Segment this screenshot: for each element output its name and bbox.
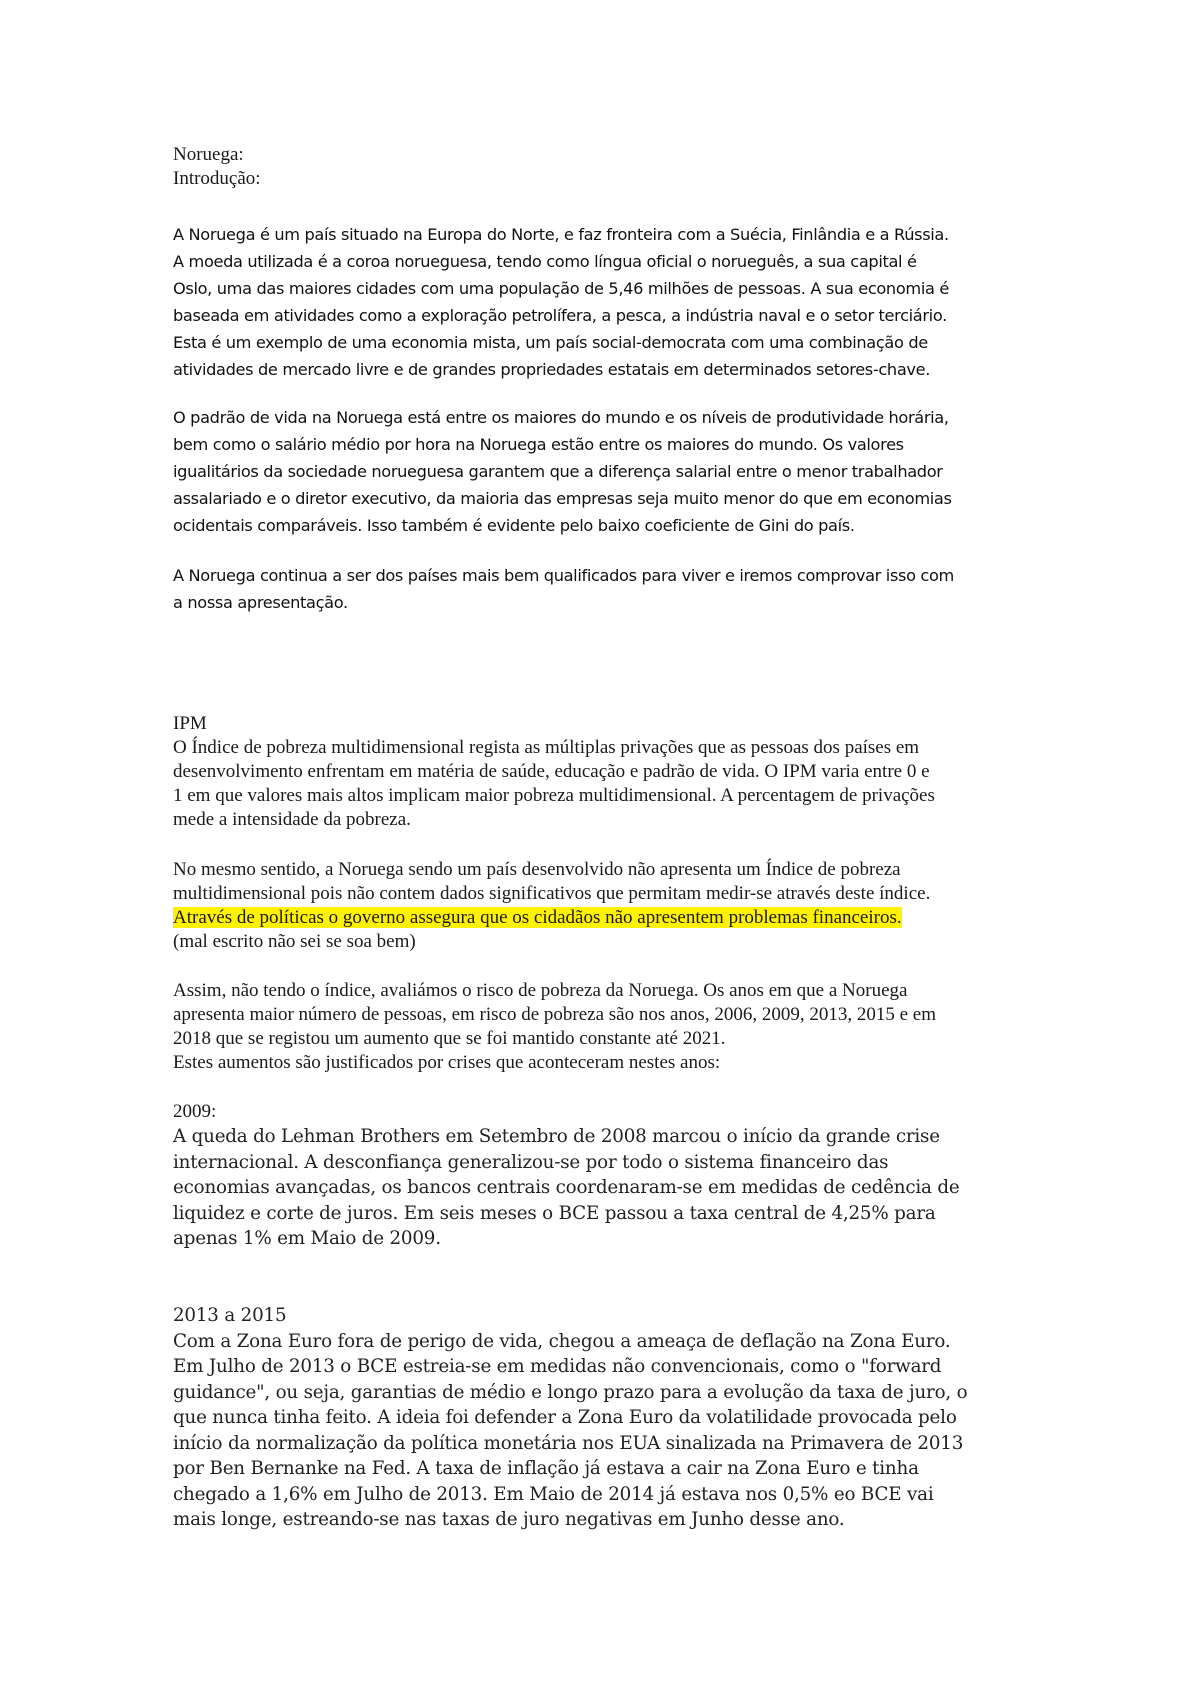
intro-paragraph-1 <box>173 221 1053 383</box>
paragraph-line: multidimensional pois não contem dados significativos que permitam medir-se através deste índice. <box>173 883 931 904</box>
paragraph-line: igualitários da sociedade norueguesa garantem que a diferença salarial entre o menor trabalhador <box>173 462 943 481</box>
paragraph-line: baseada em atividades como a exploração petrolífera, a pesca, a indústria naval e o setor terciário. <box>173 306 947 325</box>
paragraph-line: economias avançadas, os bancos centrais coordenaram-se em medidas de cedência de <box>173 1177 960 1198</box>
paragraph-line: apresenta maior número de pessoas, em risco de pobreza são nos anos, 2006, 2009, 2013, 2015 e em <box>173 1004 936 1025</box>
ipm-heading: IPM <box>173 713 207 734</box>
paragraph-line: A queda do Lehman Brothers em Setembro de 2008 marcou o início da grande crise <box>173 1126 940 1147</box>
paragraph-line: assalariado e o diretor executivo, da maioria das empresas seja muito menor do que em economias <box>173 489 952 508</box>
ipm-section <box>173 712 1053 832</box>
paragraph-line: Oslo, uma das maiores cidades com uma população de 5,46 milhões de pessoas. A sua economia é <box>173 279 949 298</box>
paragraph-line: O padrão de vida na Noruega está entre os maiores do mundo e os níveis de produtividade horária, <box>173 408 949 427</box>
title-block <box>173 143 1053 191</box>
paragraph-line: Assim, não tendo o índice, avaliámos o risco de pobreza da Noruega. Os anos em que a Noruega <box>173 980 908 1001</box>
highlight-line-wrapper <box>173 906 1053 930</box>
section-2013-2015 <box>173 1303 1053 1533</box>
highlighted-sentence: Através de políticas o governo assegura que os cidadãos não apresentem problemas financeiros. <box>173 907 902 928</box>
paragraph-line: 2018 que se registou um aumento que se foi mantido constante até 2021. <box>173 1028 726 1049</box>
paragraph-line: Em Julho de 2013 o BCE estreia-se em medidas não convencionais, como o "forward <box>173 1356 942 1377</box>
document-title: Noruega: <box>173 144 244 165</box>
paragraph-line: atividades de mercado livre e de grandes propriedades estatais em determinados setores-chave. <box>173 360 931 379</box>
paragraph-line: Esta é um exemplo de uma economia mista, um país social-democrata com uma combinação de <box>173 333 928 352</box>
paragraph-line: liquidez e corte de juros. Em seis meses o BCE passou a taxa central de 4,25% para <box>173 1202 936 1224</box>
ipm-paragraph-3 <box>173 979 1053 1075</box>
paragraph-line: início da normalização da política monetária nos EUA sinalizada na Primavera de 2013 <box>173 1432 964 1454</box>
paragraph-line: A moeda utilizada é a coroa norueguesa, tendo como língua oficial o norueguês, a sua capital é <box>173 252 917 271</box>
paragraph-line: internacional. A desconfiança generalizou-se por todo o sistema financeiro das <box>173 1151 889 1173</box>
author-note: (mal escrito não sei se soa bem) <box>173 931 416 952</box>
paragraph-line: No mesmo sentido, a Noruega sendo um país desenvolvido não apresenta um Índice de pobreza <box>173 859 901 880</box>
paragraph-line: desenvolvimento enfrentam em matéria de saúde, educação e padrão de vida. O IPM varia entre 0 e <box>173 761 930 782</box>
paragraph-line: Com a Zona Euro fora de perigo de vida, chegou a ameaça de deflação na Zona Euro. <box>173 1330 951 1352</box>
ipm-paragraph-2 <box>173 858 1053 954</box>
paragraph-line: que nunca tinha feito. A ideia foi defender a Zona Euro da volatilidade provocada pelo <box>173 1407 957 1428</box>
paragraph-line: mede a intensidade da pobreza. <box>173 809 411 830</box>
paragraph-line: bem como o salário médio por hora na Noruega estão entre os maiores do mundo. Os valores <box>173 435 904 454</box>
paragraph-line: chegado a 1,6% em Julho de 2013. Em Maio de 2014 já estava nos 0,5% eo BCE vai <box>173 1483 934 1505</box>
paragraph-line: por Ben Bernanke na Fed. A taxa de inflação já estava a cair na Zona Euro e tinha <box>173 1458 919 1479</box>
paragraph-line: mais longe, estreando-se nas taxas de juro negativas em Junho desse ano. <box>173 1509 845 1530</box>
section-2009-body <box>173 1124 1053 1252</box>
paragraph-line: apenas 1% em Maio de 2009. <box>173 1228 441 1249</box>
section-2009-heading: 2009: <box>173 1101 217 1122</box>
document-subtitle: Introdução: <box>173 168 261 189</box>
section-2009-heading-block <box>173 1100 1053 1124</box>
paragraph-line: guidance", ou seja, garantias de médio e longo prazo para a evolução da taxa de juro, o <box>173 1381 968 1403</box>
section-2013-heading: 2013 a 2015 <box>173 1305 287 1326</box>
paragraph-line: 1 em que valores mais altos implicam maior pobreza multidimensional. A percentagem de privações <box>173 785 935 806</box>
intro-paragraph-3 <box>173 562 1053 616</box>
paragraph-line: A Noruega continua a ser dos países mais bem qualificados para viver e iremos comprovar isso com <box>173 566 954 585</box>
paragraph-line: Estes aumentos são justificados por crises que aconteceram nestes anos: <box>173 1052 721 1073</box>
paragraph-line: a nossa apresentação. <box>173 593 348 612</box>
intro-paragraph-2 <box>173 404 1053 539</box>
paragraph-line: ocidentais comparáveis. Isso também é evidente pelo baixo coeficiente de Gini do país. <box>173 516 855 535</box>
paragraph-line: A Noruega é um país situado na Europa do Norte, e faz fronteira com a Suécia, Finlândia e a Rússia. <box>173 225 949 244</box>
paragraph-line: O Índice de pobreza multidimensional regista as múltiplas privações que as pessoas dos países em <box>173 737 920 758</box>
